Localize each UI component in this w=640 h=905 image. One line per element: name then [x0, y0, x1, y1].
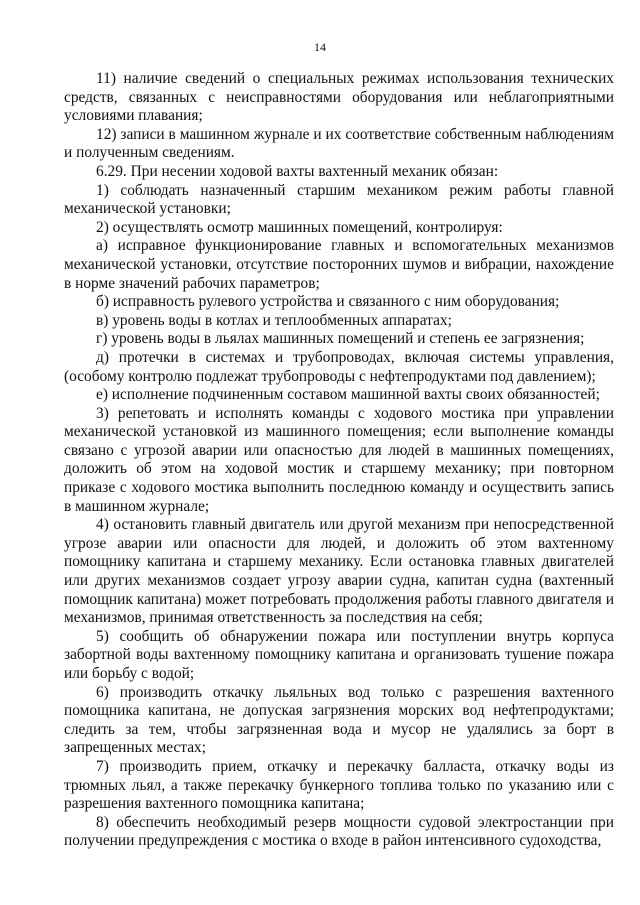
- paragraph-duty-3: 3) репетовать и исполнять команды с ходового мостика при управлении механической установкой из машинного помещения; если выполнение команды связано с угрозой аварии или опасностью для людей в машинных помещениях, доложить об этом на ходовой мостик и старшему механику; при повторном приказе с ходового мостика выполнить последнюю команду и осуществить запись в машинном журнале;: [64, 404, 614, 515]
- paragraph-duty-1: 1) соблюдать назначенный старшим механиком режим работы главной механической установки;: [64, 181, 614, 218]
- paragraph-duty-2: 2) осуществлять осмотр машинных помещений, контролируя:: [96, 218, 503, 236]
- paragraph-subitem-e: е) исполнение подчиненным составом машинной вахты своих обязанностей;: [96, 386, 600, 404]
- paragraph-item-12: 12) записи в машинном журнале и их соответствие собственным наблюдениям и полученным сведениям.: [64, 125, 614, 162]
- paragraph-item-11: 11) наличие сведений о специальных режимах использования технических средств, связанных с неисправностями оборудования или неблагоприятными условиями плавания;: [64, 70, 614, 125]
- paragraph-subitem-d: д) протечки в системах и трубопроводах, включая системы управления, (особому контролю подлежат трубопроводы с нефтепродуктами под давлением);: [64, 348, 614, 385]
- paragraph-duty-5: 5) сообщить об обнаружении пожара или поступлении внутрь корпуса забортной воды вахтенному помощнику капитана и организовать тушение пожара или борьбу с водой;: [64, 627, 614, 682]
- paragraph-duty-7: 7) производить прием, откачку и перекачку балласта, откачку воды из трюмных льял, а также перекачку бункерного топлива только по указанию или с разрешения вахтенного помощника капитана;: [64, 757, 614, 813]
- page-number: 14: [314, 40, 326, 54]
- paragraph-subitem-b: б) исправность рулевого устройства и связанного с ним оборудования;: [96, 293, 560, 311]
- document-body: [64, 70, 614, 851]
- paragraph-duty-4: 4) остановить главный двигатель или другой механизм при непосредственной угрозе аварии или опасности для людей, и доложить об этом вахтенному помощнику капитана и старшему механику. Если остановка главных двигателей или других механизмов создает угрозу аварии судна, капитан судна (вахтенный помощник капитана) может потребовать продолжения работы главного двигателя и механизмов, принимая ответственность за последствия на себя;: [64, 516, 614, 627]
- paragraph-subitem-a: а) исправное функционирование главных и вспомогательных механизмов механической установки, отсутствие посторонних шумов и вибрации, нахождение в норме значений рабочих параметров;: [64, 237, 614, 292]
- paragraph-duty-6: 6) производить откачку льяльных вод только с разрешения вахтенного помощника капитана, не допуская загрязнения морских вод нефтепродуктами; следить за тем, чтобы загрязненная вода и мусор не удалялись за борт в запрещенных местах;: [64, 683, 614, 757]
- paragraph-subitem-v: в) уровень воды в котлах и теплообменных аппаратах;: [96, 311, 452, 329]
- paragraph-subitem-g: г) уровень воды в льялах машинных помещений и степень ее загрязнения;: [96, 330, 585, 348]
- paragraph-duty-8: 8) обеспечить необходимый резерв мощности судовой электростанции при получении предупреждения с мостика о входе в район интенсивного судоходства,: [64, 813, 614, 850]
- section-heading-6-29: 6.29. При несении ходовой вахты вахтенный механик обязан:: [96, 162, 499, 180]
